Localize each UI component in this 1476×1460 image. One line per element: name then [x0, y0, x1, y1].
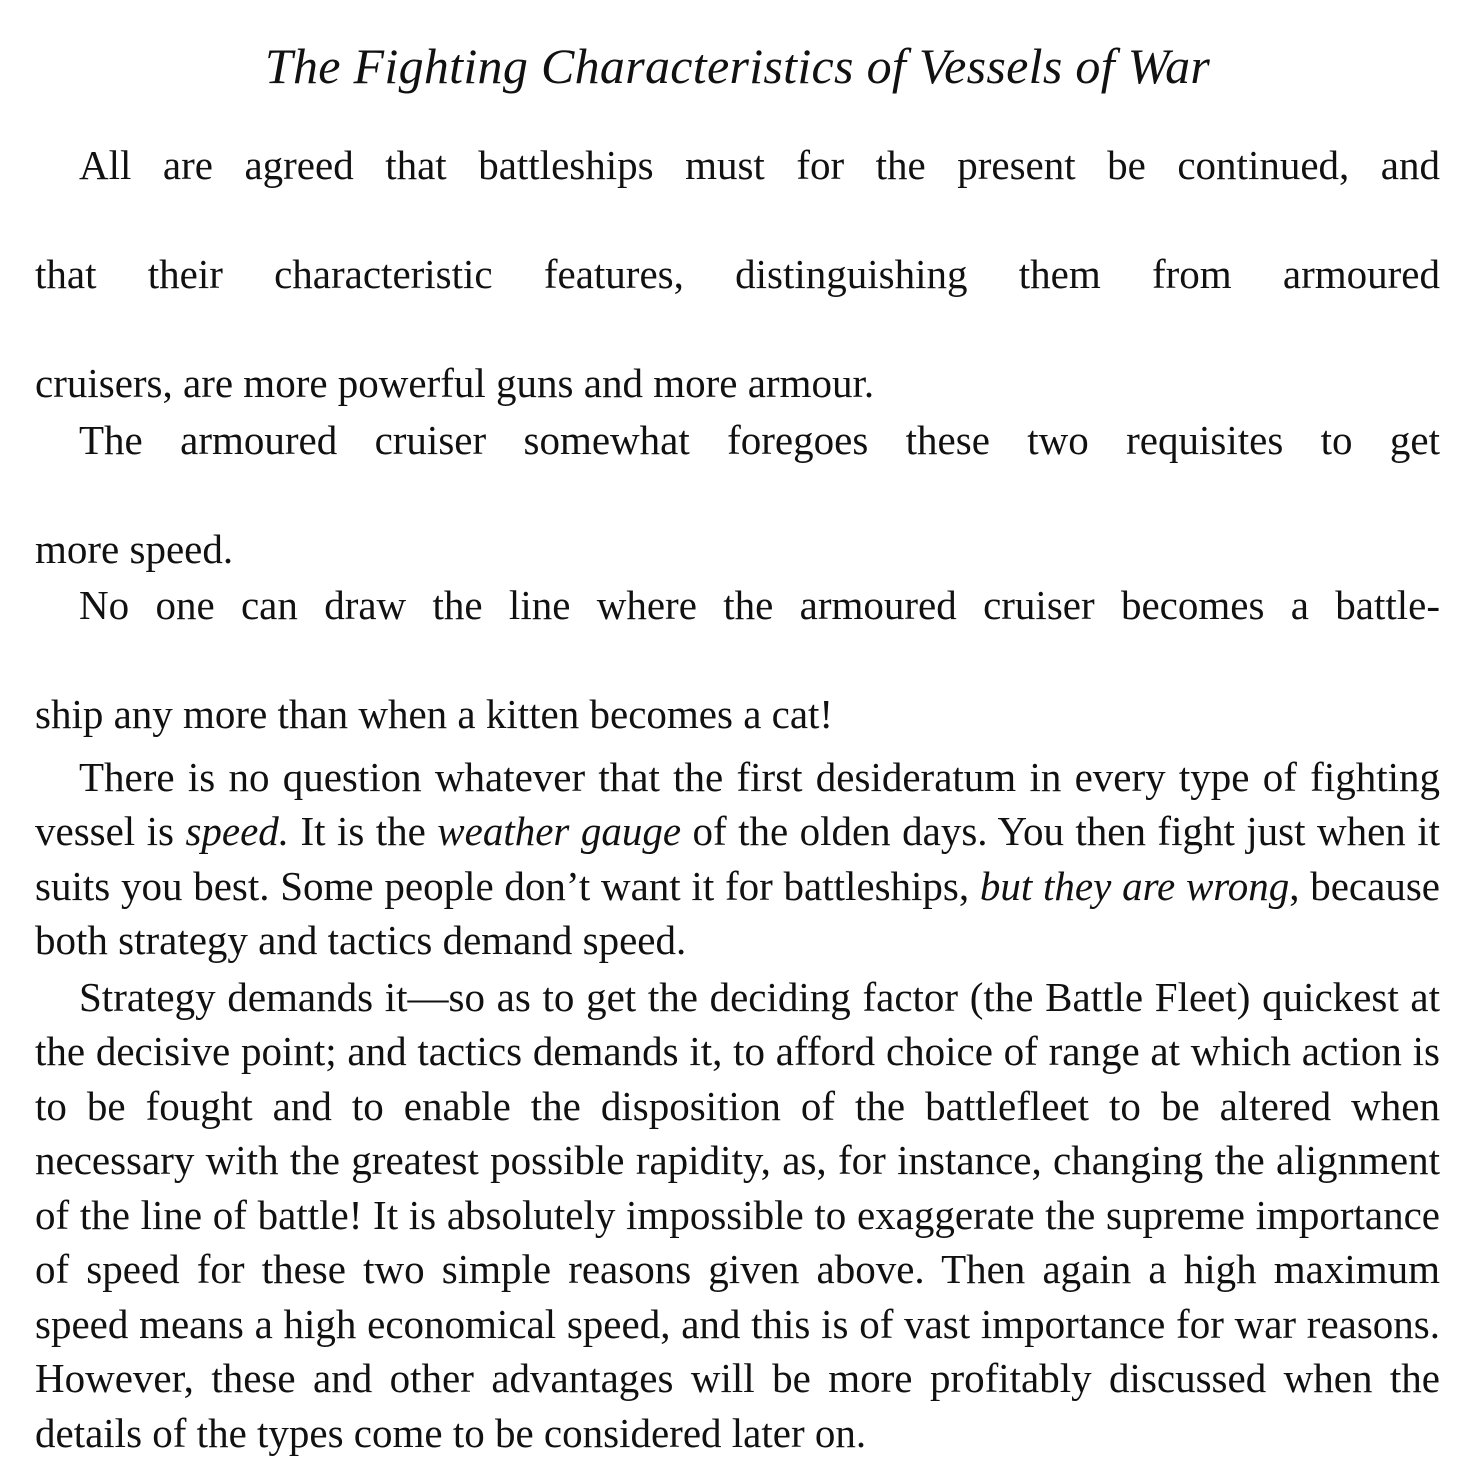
text-segment: It is the [289, 808, 437, 854]
book-page [35, 0, 1440, 1460]
emphasis-they-are-wrong: but they are wrong [980, 863, 1289, 909]
emphasis-speed: speed. [185, 808, 289, 854]
text-line: more speed. [35, 526, 233, 572]
text-line: ship any more than when a kitten becomes a cat! [35, 691, 833, 737]
paragraph-speed-desideratum [35, 750, 1440, 968]
paragraph-kitten-cat [35, 578, 1440, 742]
page-body [35, 138, 1440, 1460]
text-segment: , because both strategy and tactics demand speed. [35, 863, 1440, 964]
paragraph-armoured-cruiser [35, 413, 1440, 577]
text-line: No one can draw the line where the armoured cruiser becomes a battle- [79, 582, 1440, 628]
paragraph-battleships [35, 138, 1440, 411]
text-line: cruisers, are more powerful guns and more armour. [35, 360, 874, 406]
text-line: The armoured cruiser somewhat foregoes these two requisites to get [79, 417, 1440, 463]
text-line: that their characteristic features, distinguishing them from armoured [35, 251, 1440, 297]
emphasis-weather-gauge: weather gauge [437, 808, 681, 854]
text-segment: There is no question whatever that the first desideratum in every type of fighting vessel is [35, 754, 1440, 855]
text-line: All are agreed that battleships must for the present be continued, and [79, 142, 1440, 188]
page-title: The Fighting Characteristics of Vessels of War [35, 0, 1440, 118]
paragraph-strategy-tactics: Strategy demands it—so as to get the deciding factor (the Battle Fleet) quickest at the decisive point; and tactics demands it, to afford choice of range at which action is to be fought and to enable the disposition of the battlefleet to be altered when necessary with the greatest possible rapidity, as, for instance, changing the alignment of the line of battle! It is absolutely impossible to exaggerate the supreme importance of speed for these two simple reasons given above. Then again a high maximum speed means a high economical speed, and this is of vast importance for war reasons. However, these and other advantages will be more profitably discussed when the details of the types come to be considered later on. [35, 970, 1440, 1460]
text-segment: of the olden days. You then fight just when it suits you best. Some people don’t want it for battleships, [35, 808, 1440, 909]
